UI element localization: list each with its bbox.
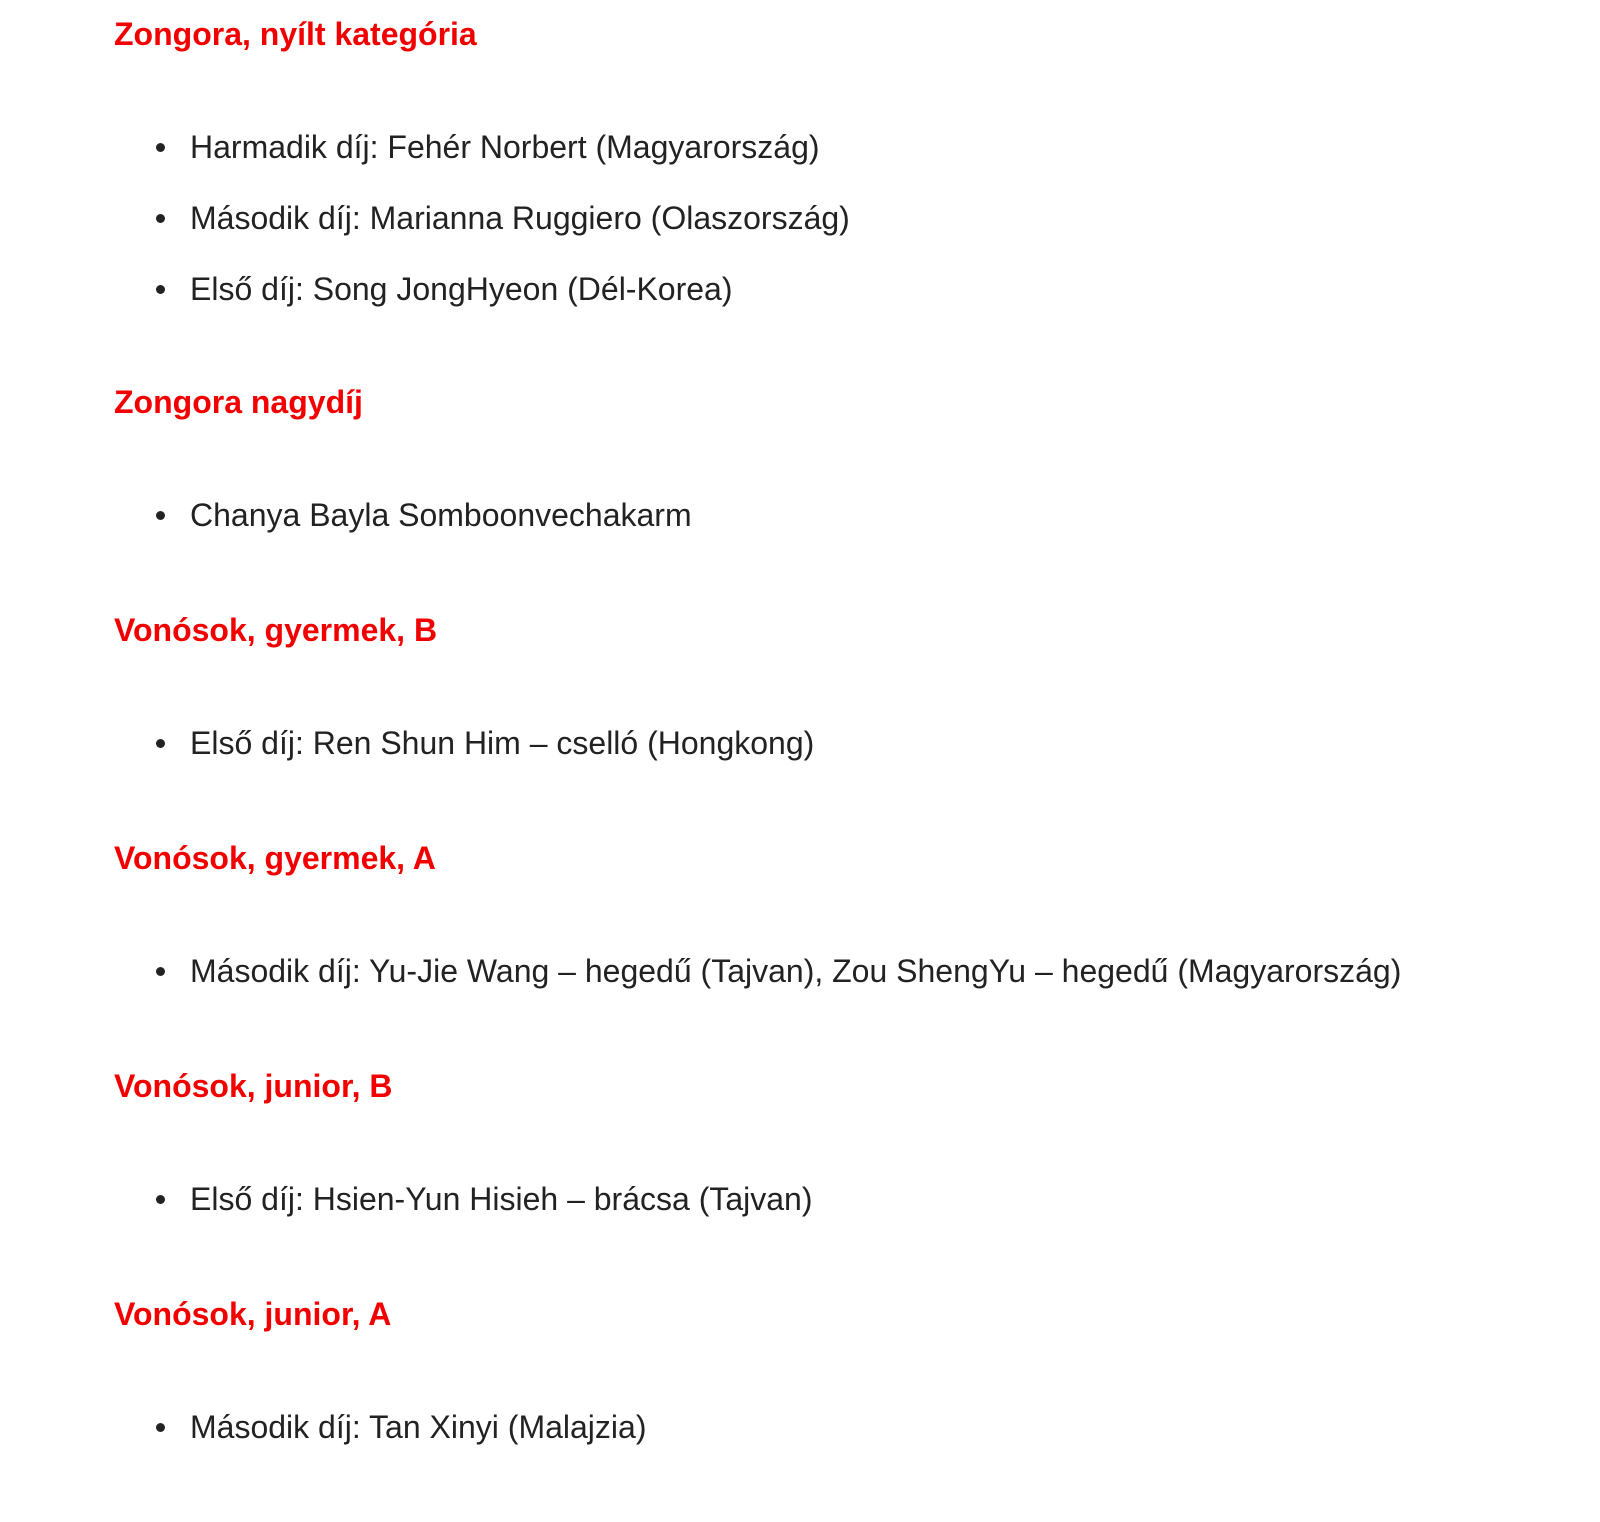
bullet-icon (156, 143, 165, 152)
bullet-icon (156, 739, 165, 748)
section-title: Vonósok, junior, B (114, 1068, 393, 1104)
section-title: Vonósok, junior, A (114, 1296, 392, 1332)
list-item (114, 124, 850, 195)
list-item (114, 266, 850, 337)
bullet-icon (156, 511, 165, 520)
list-item (114, 1176, 813, 1247)
list-item (114, 720, 814, 791)
list-item-text: Második díj: Yu-Jie Wang – hegedű (Tajvan), Zou ShengYu – hegedű (Magyarország) (190, 953, 1402, 989)
prize-list (114, 948, 1401, 1019)
section-title: Vonósok, gyermek, B (114, 612, 438, 648)
list-item-text: Második díj: Tan Xinyi (Malajzia) (190, 1409, 647, 1445)
section-vonosok-junior-b (114, 1052, 1594, 1280)
section-vonosok-gyermek-a (114, 824, 1594, 1052)
list-item-text: Harmadik díj: Fehér Norbert (Magyarország) (190, 129, 820, 165)
list-item (114, 195, 850, 266)
prize-list (114, 1404, 646, 1475)
bullet-icon (156, 1195, 165, 1204)
section-zongora-nagydij (114, 368, 1594, 596)
list-item-text: Chanya Bayla Somboonvechakarm (190, 497, 692, 533)
results-content (114, 0, 1594, 1508)
section-vonosok-junior-a (114, 1280, 1594, 1508)
prize-list (114, 720, 814, 791)
bullet-icon (156, 214, 165, 223)
bullet-icon (156, 285, 165, 294)
section-title: Vonósok, gyermek, A (114, 840, 436, 876)
list-item (114, 948, 1401, 1019)
bullet-icon (156, 967, 165, 976)
prize-list (114, 492, 692, 563)
list-item-text: Második díj: Marianna Ruggiero (Olaszország) (190, 200, 850, 236)
list-item-text: Első díj: Song JongHyeon (Dél-Korea) (190, 271, 733, 307)
section-title: Zongora, nyílt kategória (114, 16, 477, 52)
section-title: Zongora nagydíj (114, 384, 363, 420)
bullet-icon (156, 1423, 165, 1432)
section-vonosok-gyermek-b (114, 596, 1594, 824)
list-item-text: Első díj: Ren Shun Him – cselló (Hongkong) (190, 725, 815, 761)
list-item-text: Első díj: Hsien-Yun Hisieh – brácsa (Tajvan) (190, 1181, 813, 1217)
prize-list (114, 1176, 813, 1247)
list-item (114, 492, 692, 563)
section-zongora-nyilt (114, 0, 1594, 368)
prize-list (114, 124, 850, 337)
list-item (114, 1404, 646, 1475)
